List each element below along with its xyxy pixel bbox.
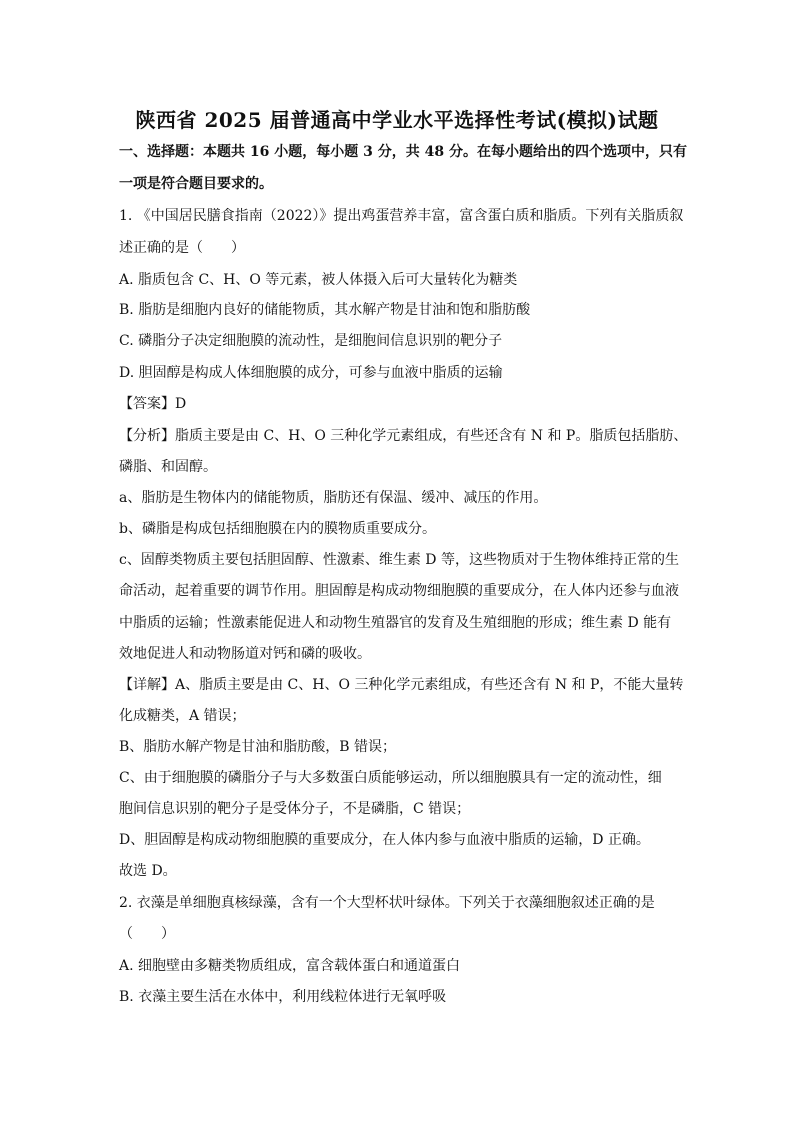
section-heading-line-2: 一项是符合题目要求的。 (119, 176, 273, 192)
q1-option-b: B. 脂肪是细胞内良好的储能物质，其水解产物是甘油和饱和脂肪酸 (119, 302, 531, 318)
q2-option-a: A. 细胞壁由多糖类物质组成，富含载体蛋白和通道蛋白 (119, 958, 461, 974)
q2-stem-line-2: （ ） (119, 926, 175, 942)
q1-option-c: C. 磷脂分子决定细胞膜的流动性，是细胞间信息识别的靶分子 (119, 333, 503, 349)
q1-analysis-a: a、脂肪是生物体内的储能物质，脂肪还有保温、缓冲、减压的作用。 (119, 490, 548, 506)
q1-analysis-c-line-2: 命活动，起着重要的调节作用。胆固醇是构成动物细胞膜的重要成分，在人体内还参与血液 (119, 583, 679, 599)
q1-analysis-c-line-4: 效地促进人和动物肠道对钙和磷的吸收。 (119, 646, 371, 662)
q1-answer: 【答案】D (119, 396, 187, 412)
q1-stem-line-1: 1. 《中国居民膳食指南（2022）》提出鸡蛋营养丰富，富含蛋白质和脂质。下列有关脂质叙 (119, 208, 684, 224)
q1-detail-b: B、脂肪水解产物是甘油和脂肪酸，B 错误； (119, 739, 397, 755)
q1-detail-d: D、胆固醇是构成动物细胞膜的重要成分，在人体内参与血液中脂质的运输，D 正确。 (119, 832, 650, 848)
q1-detail-line-2: 化成糖类，A 错误； (119, 708, 246, 724)
q1-detail-line-1: 【详解】A、脂质主要是由 C、H、O 三种化学元素组成，有些还含有 N 和 P，不能大量转 (119, 677, 684, 693)
q1-option-d: D. 胆固醇是构成人体细胞膜的成分，可参与血液中脂质的运输 (119, 365, 503, 381)
q1-analysis-c-line-3: 中脂质的运输；性激素能促进人和动物生殖器官的发育及生殖细胞的形成；维生素 D 能有 (119, 615, 672, 631)
q1-analysis-c-line-1: c、固醇类物质主要包括胆固醇、性激素、维生素 D 等，这些物质对于生物体维持正常的生 (119, 552, 679, 568)
q1-detail-c-line-1: C、由于细胞膜的磷脂分子与大多数蛋白质能够运动，所以细胞膜具有一定的流动性，细 (119, 770, 662, 786)
q1-analysis-line-2: 磷脂、和固醇。 (119, 459, 217, 475)
section-heading-line-1: 一、选择题：本题共 16 小题，每小题 3 分，共 48 分。在每小题给出的四个选项中，只有 (119, 144, 687, 160)
q2-option-b: B. 衣藻主要生活在水体中，利用线粒体进行无氧呼吸 (119, 989, 447, 1005)
q1-detail-c-line-2: 胞间信息识别的靶分子是受体分子，不是磷脂，C 错误； (119, 801, 471, 817)
page-title: 陕西省 2025 届普通高中学业水平选择性考试(模拟)试题 (135, 108, 659, 132)
q1-analysis-b: b、磷脂是构成包括细胞膜在内的膜物质重要成分。 (119, 521, 436, 537)
q1-stem-line-2: 述正确的是（ ） (119, 240, 245, 256)
q1-option-a: A. 脂质包含 C、H、O 等元素，被人体摄入后可大量转化为糖类 (119, 272, 518, 288)
q1-conclusion: 故选 D。 (119, 863, 177, 879)
q1-analysis-line-1: 【分析】脂质主要是由 C、H、O 三种化学元素组成，有些还含有 N 和 P。脂质包括脂肪、 (119, 428, 688, 444)
q2-stem-line-1: 2. 衣藻是单细胞真核绿藻，含有一个大型杯状叶绿体。下列关于衣藻细胞叙述正确的是 (119, 895, 655, 911)
